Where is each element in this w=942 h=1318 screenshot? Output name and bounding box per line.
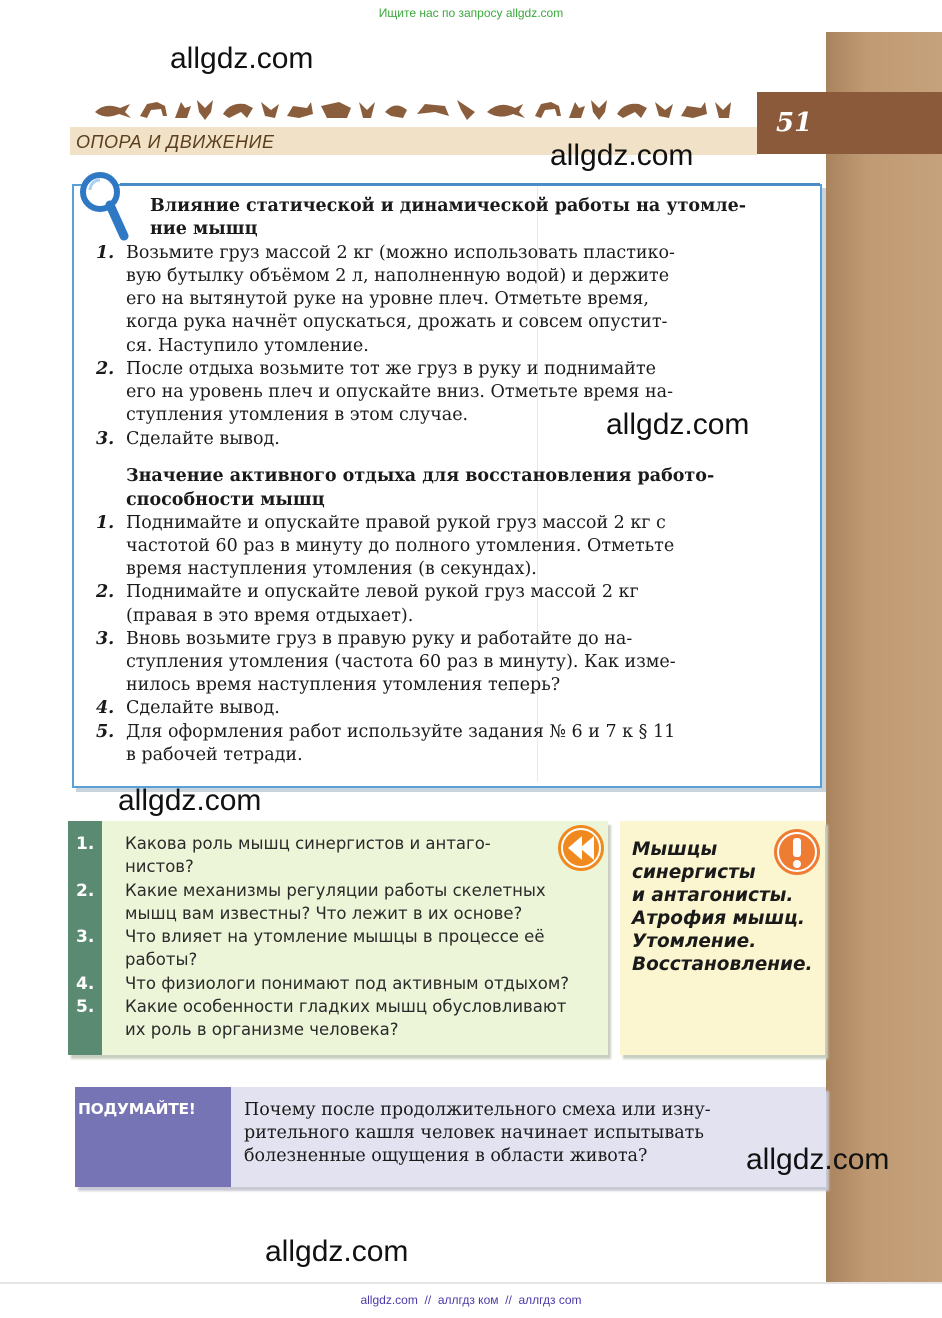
lab-step-line: Поднимайте и опускайте левой рукой груз массой 2 кг [126,582,639,602]
watermark-1[interactable]: allgdz.com [170,42,314,75]
lab-step-line: время наступления утомления (в секундах). [126,559,537,579]
question-line: Что физиологи понимают под активным отдыхом? [125,974,570,993]
lab-step-line: ступления утомления в этом случае. [126,405,469,425]
key-term-line: и антагонисты. [632,885,794,906]
watermark-3[interactable]: allgdz.com [606,408,750,441]
think-question-line: болезненные ощущения в области живота? [244,1146,648,1166]
watermark-2[interactable]: allgdz.com [550,139,694,172]
lab-title-line-1: Влияние статической и динамической работы на утомле- [150,196,747,216]
question-line: работы? [125,950,198,969]
question-line: нистов? [125,857,194,876]
lab-subtitle-line-2: способности мышц [126,490,325,510]
lab-step-line: его на уровень плеч и опускайте вниз. Отметьте время на- [126,382,674,402]
lab-subtitle-line-1: Значение активного отдыха для восстановления работо- [126,466,715,486]
question-number: 4. [76,974,95,994]
top-banner[interactable]: Ищите нас по запросу allgdz.com [378,6,564,20]
question-number: 2. [76,881,95,901]
lab-step-line: (правая в это время отдыхает). [126,606,414,626]
key-term-line: синергисты [632,862,756,883]
watermark-5[interactable]: allgdz.com [746,1143,890,1176]
lab-step-number: 5. [96,722,115,742]
watermark-6[interactable]: allgdz.com [265,1235,409,1268]
page-edge-strip [826,32,942,1282]
question-line: Что влияет на утомление мышцы в процессе её [125,927,545,946]
lab-step-line: когда рука начнёт опускаться, дрожать и совсем опустит- [126,312,668,332]
lab-step-line: Возьмите груз массой 2 кг (можно использовать пластико- [126,243,675,263]
question-line: их роль в организме человека? [125,1020,399,1039]
question-line: Какие механизмы регуляции работы скелетных [125,881,546,900]
lab-step-number: 2. [96,582,115,602]
section-title: ОПОРА И ДВИЖЕНИЕ [76,132,275,152]
lab-step-line: Для оформления работ используйте задания № 6 и 7 к § 11 [126,722,676,742]
repeat-icon [556,823,606,873]
lab-step-line: его на вытянутой руке на уровне плеч. Отметьте время, [126,289,649,309]
alert-icon [772,827,822,877]
page-number: 51 [776,108,813,138]
think-question-line: Почему после продолжительного смеха или изну- [244,1100,711,1120]
key-term-line: Утомление. [632,931,757,952]
lab-step-line: Вновь возьмите груз в правую руку и работайте до на- [126,629,633,649]
footer-links[interactable]: allgdz.com // аллгдз ком // аллгдз com [360,1293,582,1307]
lab-step-number: 4. [96,698,115,718]
lab-step-line: ся. Наступило утомление. [126,336,369,356]
watermark-4[interactable]: allgdz.com [118,784,262,817]
lab-box-top-border [120,183,820,186]
animal-silhouettes-decoration [95,94,745,124]
question-line: Какова роль мышц синергистов и антаго- [125,834,491,853]
think-label: ПОДУМАЙТЕ! [78,1100,196,1118]
key-term-line: Атрофия мышц. [632,908,805,929]
lab-step-line: Поднимайте и опускайте правой рукой груз массой 2 кг с [126,513,666,533]
page-bottom-divider [0,1282,942,1284]
lab-step-line: вую бутылку объёмом 2 л, наполненную водой) и держите [126,266,670,286]
question-line: мышц вам известны? Что лежит в их основе? [125,904,523,923]
lab-step-line: частотой 60 раз в минуту до полного утомления. Отметьте [126,536,675,556]
think-question-line: рительного кашля человек начинает испытывать [244,1123,704,1143]
question-line: Какие особенности гладких мышц обусловливают [125,997,567,1016]
lab-title-line-2: ние мышц [150,219,258,239]
lab-step-number: 3. [96,629,115,649]
lab-step-number: 3. [96,429,115,449]
key-term-line: Восстановление. [632,954,813,975]
lab-step-line: Сделайте вывод. [126,429,280,449]
question-number: 3. [76,927,95,947]
lab-step-number: 1. [96,513,115,533]
lab-step-number: 1. [96,243,115,263]
lab-step-line: ступления утомления (частота 60 раз в минуту). Как изме- [126,652,676,672]
lab-step-line: После отдыха возьмите тот же груз в руку и поднимайте [126,359,656,379]
question-number: 1. [76,834,95,854]
lab-step-line: Сделайте вывод. [126,698,280,718]
key-term-line: Мышцы [632,839,718,860]
lab-step-line: нилось время наступления утомления теперь? [126,675,561,695]
lab-step-line: в рабочей тетради. [126,745,303,765]
question-number: 5. [76,997,95,1017]
lab-step-number: 2. [96,359,115,379]
magnifier-icon [78,170,130,244]
